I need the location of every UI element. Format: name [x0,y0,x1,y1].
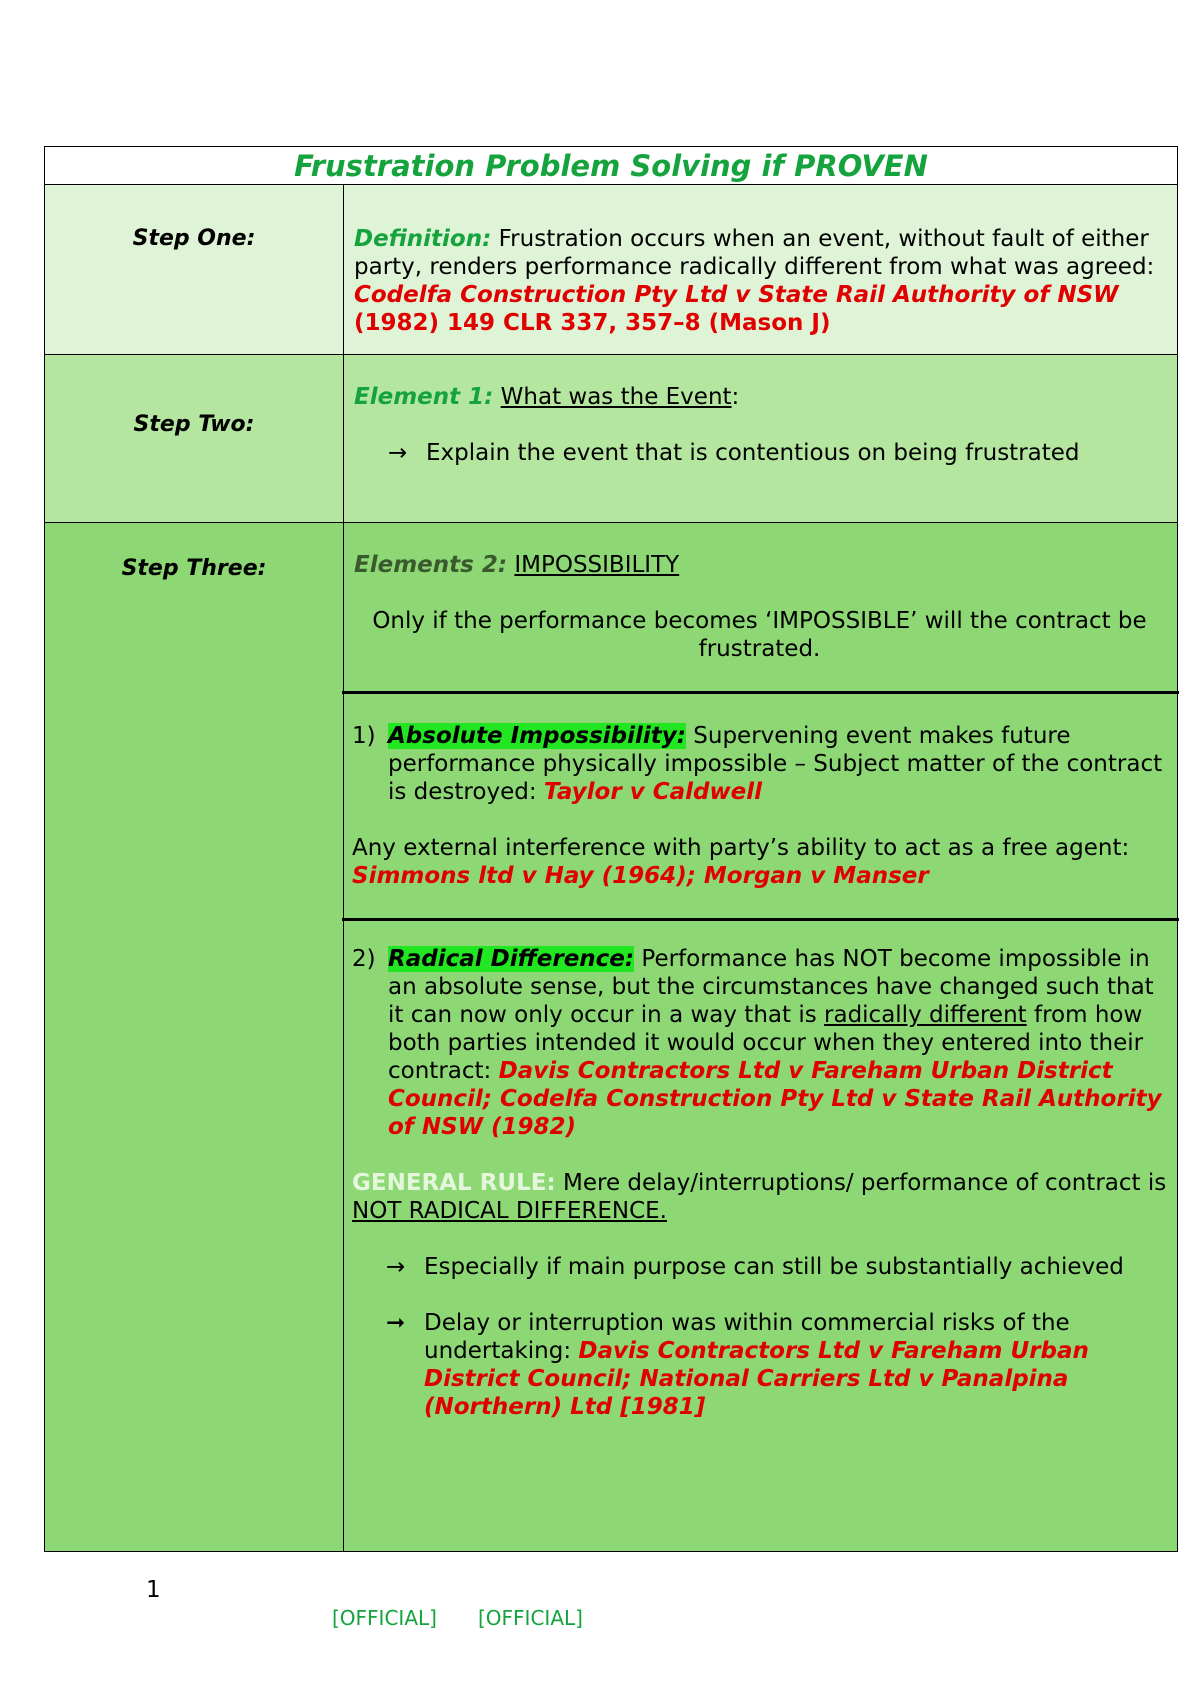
commercial-risk-text [424,1309,1167,1421]
element-2-label: Elements 2: [354,552,508,578]
step-three-label-cell [45,523,344,1552]
definition-text: Frustration occurs when an event, without fault of either party, renders performance radically different from what was agreed: [354,226,1155,280]
external-interference-body: Any external interference with party’s ability to act as a free agent: [352,835,1130,861]
item-number: 1) [352,723,376,749]
list-item [386,1253,1167,1281]
definition-case: Codelfa Construction Pty Ltd v State Rail Authority of NSW [354,282,1119,308]
element-1-title: What was the Event [500,384,732,410]
arrow-icon: → [388,440,408,466]
radical-difference-section [342,918,1179,1421]
element-1-colon: : [731,384,740,410]
step-two-label: Step Two: [133,412,255,437]
element-1-heading [354,383,1165,411]
absolute-impossibility-body: Supervening event makes future performance physically impossible – Subject matter of the contract is destroyed: [388,723,1163,805]
commercial-risk-case: Davis Contractors Ltd v Fareham Urban District Council; National Carriers Ltd v Panalpina (Northern) Ltd [1981] [424,1338,1089,1420]
external-interference-text [352,834,1167,890]
official-marking-2: [OFFICIAL] [478,1606,583,1630]
radical-difference-body-2: from how both parties intended it would occur when they entered into their contract: [388,1002,1144,1084]
event-bullet-text: Explain the event that is contentious on being frustrated [426,440,1080,466]
impossibility-intro-section [344,523,1177,691]
general-rule-label: GENERAL RULE: [352,1170,556,1196]
radical-difference-text [388,945,1167,1141]
absolute-impossibility-label: Absolute Impossibility: [388,723,686,749]
impossibility-intro: Only if the performance becomes ‘IMPOSSIBLE’ will the contract be frustrated. [372,608,1147,662]
commercial-risk-body: Delay or interruption was within commercial risks of the undertaking: [424,1310,1070,1364]
element-2-title: IMPOSSIBILITY [514,552,680,578]
page-title: Frustration Problem Solving if PROVEN [294,148,928,183]
step-three-label: Step Three: [121,556,267,581]
definition-paragraph [354,225,1165,337]
external-interference-case: Simmons ltd v Hay (1964); Morgan v Manser [352,863,929,889]
general-rule-text [352,1169,1167,1225]
step-one-content [344,185,1178,355]
absolute-impossibility-text [388,722,1167,806]
radical-difference-body-1: Performance has NOT become impossible in an absolute sense, but the circumstances have changed such that it can now only occur in a way that is [388,946,1154,1028]
step-three-content [344,523,1178,1552]
purpose-bullet-text: Especially if main purpose can still be substantially achieved [424,1254,1124,1280]
official-marking-1: [OFFICIAL] [332,1606,437,1630]
step-two-label-cell [45,355,344,523]
page-number: 1 [146,1577,161,1603]
step-two-content [344,355,1178,523]
frustration-table [44,146,1178,1552]
title-cell [45,147,1178,185]
list-item [386,1309,1167,1421]
radical-difference-label: Radical Difference: [388,946,635,972]
absolute-impossibility-section [342,691,1179,918]
list-item [352,945,1167,1141]
step-one-label: Step One: [132,226,256,251]
general-rule-body: Mere delay/interruptions/ performance of contract is [555,1170,1167,1196]
definition-label: Definition: [354,226,492,252]
radical-difference-underline: radically different [824,1002,1027,1028]
list-item [352,722,1167,806]
step-one-label-cell [45,185,344,355]
item-number: 2) [352,946,376,972]
radical-difference-case: Davis Contractors Ltd v Fareham Urban District Council; Codelfa Construction Pty Ltd v State Rail Authority of NSW (1982) [388,1058,1162,1140]
list-item [388,439,1165,467]
definition-citation: (1982) 149 CLR 337, 357–8 (Mason J) [354,310,831,336]
element-2-heading [354,551,1165,579]
element-1-label: Element 1: [354,384,494,410]
arrow-icon: → [386,1254,406,1280]
absolute-impossibility-case: Taylor v Caldwell [543,779,763,805]
heavy-arrow-icon: ➞ [386,1310,406,1336]
general-rule-underline: NOT RADICAL DIFFERENCE. [352,1198,667,1224]
